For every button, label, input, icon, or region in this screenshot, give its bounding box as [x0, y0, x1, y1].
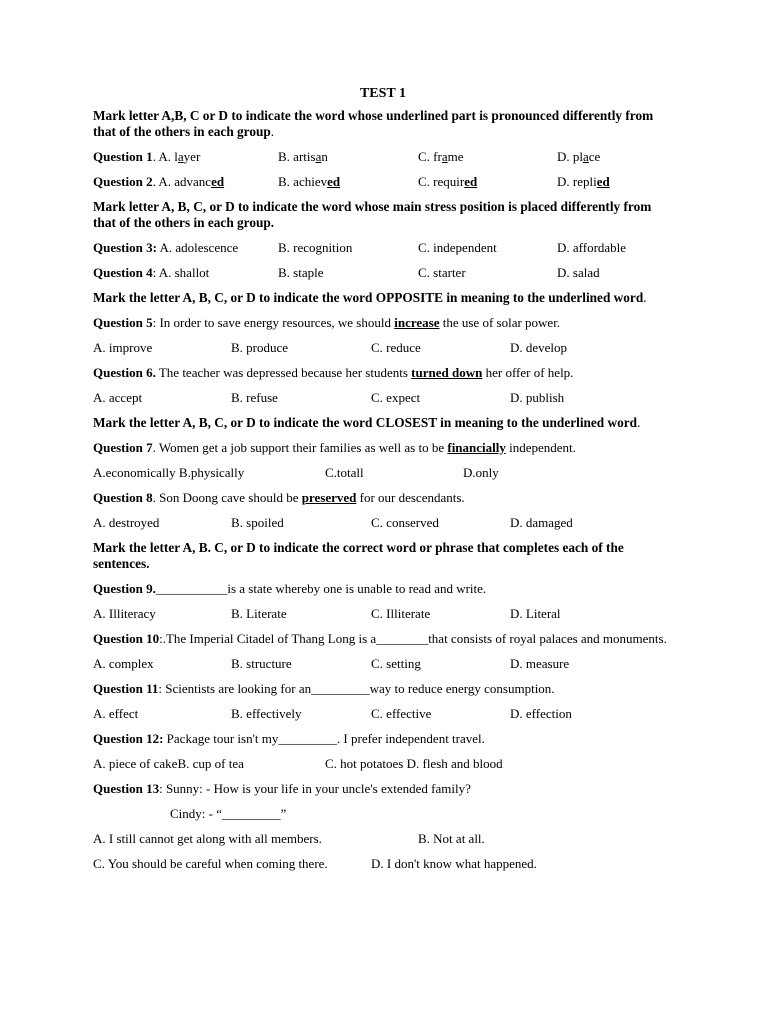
question-5-stem: Question 5: In order to save energy resources, we should increase the use of solar power. [93, 315, 561, 330]
question-label: Question 9. [93, 581, 156, 596]
option-d: D. replied [557, 174, 610, 189]
question-4 [93, 265, 673, 281]
option-d: D. publish [510, 390, 565, 405]
option-c: C. starter [418, 265, 466, 280]
option-d: D. damaged [510, 515, 573, 530]
question-label: Question 12: [93, 731, 164, 746]
question-12-stem: Question 12: Package tour isn't my_________. I prefer independent travel. [93, 731, 485, 746]
blank: _________ [311, 681, 370, 696]
question-10-stem: Question 10:.The Imperial Citadel of Thang Long is a________that consists of royal palaces and monuments. [93, 631, 667, 646]
option-b: B. Not at all. [418, 831, 485, 846]
instruction-opposite: Mark the letter A, B, C, or D to indicate the word OPPOSITE in meaning to the underlined word. [93, 290, 647, 305]
question-label: Question 1 [93, 149, 153, 164]
option-c: C. You should be careful when coming there. [93, 856, 328, 871]
question-11-options [93, 706, 673, 722]
option-a: A. effect [93, 706, 139, 721]
question-10-options [93, 656, 673, 672]
question-7-stem: Question 7. Women get a job support their families as well as to be financially independent. [93, 440, 576, 455]
question-7-options [93, 465, 673, 481]
question-label: Question 5 [93, 315, 153, 330]
underlined-word: preserved [301, 490, 357, 505]
question-11-stem: Question 11: Scientists are looking for an_________way to reduce energy consumption. [93, 681, 555, 696]
option-d: D. Literal [510, 606, 561, 621]
question-label: Question 3: [93, 240, 157, 255]
option-c: C. expect [371, 390, 421, 405]
option-d: D. effection [510, 706, 572, 721]
question-2: Question 2. A. advanced B. achieved C. required D. replied [93, 174, 610, 189]
instruction-stress: Mark letter A, B, C, or D to indicate the word whose main stress position is placed differently from that of the others in each group. [93, 199, 652, 230]
question-5-options [93, 340, 673, 356]
option-a: : A. shallot [152, 265, 210, 280]
blank: ___________ [155, 581, 228, 596]
underlined-word: financially [447, 440, 506, 455]
option-b: B. effectively [231, 706, 302, 721]
option-a: A. destroyed [93, 515, 160, 530]
option-c: C. frame [418, 149, 464, 164]
option-b: B. refuse [231, 390, 278, 405]
option-a-b: A.economically B.physically [93, 465, 245, 480]
option-c: C.totall [325, 465, 364, 480]
option-d: D.only [463, 465, 499, 480]
blank: _________ [278, 731, 337, 746]
question-label: Question 11 [93, 681, 159, 696]
option-a: A. layer [155, 149, 201, 164]
option-c: C. conserved [371, 515, 439, 530]
question-1: Question 1. A. layer B. artisan C. frame D. place [93, 149, 601, 164]
option-b: B. structure [231, 656, 292, 671]
option-c-d: C. hot potatoes D. flesh and blood [325, 756, 503, 771]
worksheet [93, 84, 673, 881]
question-label: Question 13 [93, 781, 160, 796]
question-label: Question 8 [93, 490, 153, 505]
option-a: A. complex [93, 656, 154, 671]
option-c: C. independent [418, 240, 497, 255]
option-a: A. adolescence [156, 240, 239, 255]
blank: ________ [376, 631, 429, 646]
option-d: D. develop [510, 340, 568, 355]
question-label: Question 6. [93, 365, 156, 380]
option-d: D. measure [510, 656, 570, 671]
option-d: D. I don't know what happened. [371, 856, 537, 871]
option-b: B. artisan [278, 149, 328, 164]
option-c: C. Illiterate [371, 606, 431, 621]
option-c: C. required [418, 174, 478, 189]
option-c: C. effective [371, 706, 432, 721]
question-label: Question 10 [93, 631, 160, 646]
option-b: B. spoiled [231, 515, 284, 530]
option-d: D. place [557, 149, 601, 164]
question-8-stem: Question 8. Son Doong cave should be preserved for our descendants. [93, 490, 465, 505]
question-label: Question 2 [93, 174, 153, 189]
option-b: B. achieved [278, 174, 341, 189]
option-a: A. accept [93, 390, 143, 405]
question-3 [93, 240, 673, 256]
instruction-completion: Mark the letter A, B. C, or D to indicate the correct word or phrase that completes each of the sentences. [93, 540, 624, 571]
question-13-stem: Question 13: Sunny: - How is your life in your uncle's extended family? [93, 781, 471, 796]
option-c: C. reduce [371, 340, 421, 355]
option-b: B. recognition [278, 240, 353, 255]
page-title: TEST 1 [359, 86, 407, 101]
underlined-word: increase [394, 315, 440, 330]
instruction-pronunciation: Mark letter A,B, C or D to indicate the word whose underlined part is pronounced differently from that of the others in each group. [93, 108, 654, 139]
instruction-closest: Mark the letter A, B, C, or D to indicate the word CLOSEST in meaning to the underlined word. [93, 415, 641, 430]
option-b: B. Literate [231, 606, 287, 621]
question-label: Question 4 [93, 265, 153, 280]
option-a-b: A. piece of cakeB. cup of tea [93, 756, 244, 771]
question-8-options [93, 515, 673, 531]
option-d: D. salad [557, 265, 600, 280]
option-a: A. I still cannot get along with all members. [93, 831, 322, 846]
option-d: D. affordable [557, 240, 627, 255]
question-9-options [93, 606, 673, 622]
option-a: A. improve [93, 340, 153, 355]
option-c: C. setting [371, 656, 421, 671]
question-label: Question 7 [93, 440, 153, 455]
question-9-stem: Question 9.___________is a state whereby one is unable to read and write. [93, 581, 487, 596]
question-6-stem: Question 6. The teacher was depressed because her students turned down her offer of help. [93, 365, 574, 380]
option-b: B. produce [231, 340, 289, 355]
question-6-options [93, 390, 673, 406]
option-a: A. Illiteracy [93, 606, 156, 621]
question-13-options-ab [93, 831, 673, 847]
option-b: B. staple [278, 265, 324, 280]
option-a: A. advanced [155, 174, 225, 189]
question-13-reply: Cindy: - “_________” [170, 806, 287, 821]
question-12-options [93, 756, 673, 772]
underlined-word: turned down [411, 365, 483, 380]
blank: _________ [222, 806, 281, 821]
question-13-options-cd [93, 856, 673, 872]
